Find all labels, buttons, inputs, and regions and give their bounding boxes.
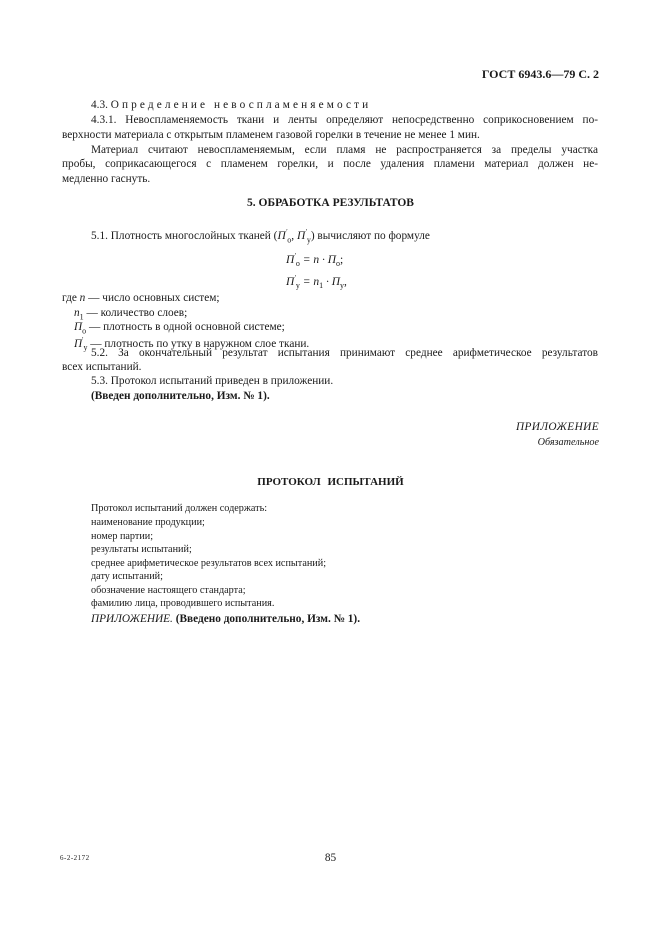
appendix-note-text: (Введено дополнительно, Изм. № 1). bbox=[175, 613, 361, 625]
clause-5-1 bbox=[91, 225, 430, 247]
clause-4-3-2-line-1: Материал считают невоспламеняемым, если пламя не распространяется за пределы участка bbox=[91, 144, 598, 156]
symbol-P: П bbox=[74, 337, 83, 350]
clause-5-2-line-1: 5.2. За окончательный результат испытания принимают среднее арифметическое результатов bbox=[91, 347, 598, 359]
clause-5-1-text-after: ) вычисляют по формуле bbox=[310, 229, 430, 242]
subscript-o: о bbox=[295, 259, 300, 269]
clause-4-3 bbox=[91, 98, 371, 113]
comma: , bbox=[291, 229, 295, 242]
symbol-P: П bbox=[286, 275, 295, 288]
clause-5-2-line-2: всех испытаний. bbox=[62, 361, 142, 373]
semicolon: ; bbox=[340, 253, 344, 266]
clause-4-3-2-line-3: медленно гаснуть. bbox=[62, 173, 151, 185]
subscript-y: у bbox=[83, 343, 88, 353]
subscript-o: о bbox=[336, 259, 341, 269]
subscript-1: 1 bbox=[319, 281, 324, 291]
subscript-y: у bbox=[340, 281, 345, 291]
protocol-item: среднее арифметическое результатов всех испытаний; bbox=[91, 558, 327, 569]
protocol-item: фамилию лица, проводившего испытания. bbox=[91, 598, 275, 609]
section-5-title: 5. ОБРАБОТКА РЕЗУЛЬТАТОВ bbox=[247, 197, 414, 209]
subscript-o: о bbox=[82, 326, 87, 336]
formula-2 bbox=[286, 271, 347, 293]
where-n-text: — число основных систем; bbox=[85, 292, 220, 304]
formula-2-mid: · П bbox=[323, 275, 341, 288]
document-header: ГОСТ 6943.6—79 С. 2 bbox=[481, 67, 599, 81]
symbol-n: n bbox=[79, 292, 86, 304]
protocol-item: номер партии; bbox=[91, 531, 154, 542]
clause-5-3-note: (Введен дополнительно, Изм. № 1). bbox=[91, 390, 270, 402]
clause-4-3-1-line-1: 4.3.1. Невоспламеняемость ткани и ленты определяют непосредственно соприкосновением по- bbox=[91, 114, 598, 126]
appendix-status: Обязательное bbox=[537, 437, 599, 448]
formula-1 bbox=[286, 249, 343, 271]
subscript-1: 1 bbox=[79, 312, 84, 322]
where-lead: где bbox=[62, 292, 77, 304]
print-code: 6-2-2172 bbox=[60, 854, 90, 862]
symbol-P: П bbox=[297, 229, 306, 242]
protocol-item: наименование продукции; bbox=[91, 517, 205, 528]
appendix-note-label: ПРИЛОЖЕНИЕ. bbox=[91, 613, 173, 625]
symbol-P: П bbox=[74, 321, 83, 333]
symbol-P: П bbox=[277, 229, 286, 242]
appendix-title: ПРОТОКОЛ ИСПЫТАНИЙ bbox=[257, 476, 404, 488]
formula-2-rhs: = n bbox=[302, 275, 320, 288]
subscript-y: у bbox=[295, 281, 300, 291]
protocol-intro: Протокол испытаний должен содержать: bbox=[91, 503, 268, 514]
clause-4-3-1-line-2: верхности материала с открытым пламенем газовой горелки в течение не менее 1 мин. bbox=[62, 129, 480, 141]
where-n1-text: — количество слоев; bbox=[83, 307, 188, 319]
prime-mark: ' bbox=[82, 336, 84, 344]
subscript-o: о bbox=[287, 235, 292, 245]
page-number: 85 bbox=[324, 852, 337, 864]
formula-1-rhs: = n · П bbox=[302, 253, 337, 266]
prime-mark: ' bbox=[285, 228, 288, 236]
appendix-label: ПРИЛОЖЕНИЕ bbox=[515, 421, 599, 433]
appendix-note bbox=[91, 612, 360, 627]
clause-4-3-number: 4.3. bbox=[91, 99, 108, 111]
clause-5-1-text-before: 5.1. Плотность многослойных тканей ( bbox=[91, 229, 278, 242]
protocol-item: дату испытаний; bbox=[91, 571, 163, 582]
protocol-item: результаты испытаний; bbox=[91, 544, 192, 555]
where-line-n bbox=[62, 291, 220, 306]
prime-mark: ' bbox=[305, 228, 307, 236]
where-Po-text: — плотность в одной основной системе; bbox=[86, 321, 285, 333]
prime-mark: ' bbox=[294, 274, 296, 282]
subscript-y: у bbox=[306, 235, 311, 245]
symbol-n: n bbox=[74, 307, 80, 319]
clause-4-3-title: Определение невоспламеняемости bbox=[110, 99, 372, 111]
comma: , bbox=[344, 275, 347, 288]
clause-5-3: 5.3. Протокол испытаний приведен в приложении. bbox=[91, 375, 334, 387]
symbol-P: П bbox=[286, 253, 295, 266]
clause-4-3-2-line-2: пробы, соприкасающегося с пламенем горелки, и после удаления пламени материал должен не- bbox=[62, 158, 598, 170]
protocol-item: обозначение настоящего стандарта; bbox=[91, 585, 246, 596]
prime-mark: ' bbox=[294, 252, 296, 260]
where-Py-text: — плотность по утку в наружном слое ткани. bbox=[87, 337, 310, 350]
